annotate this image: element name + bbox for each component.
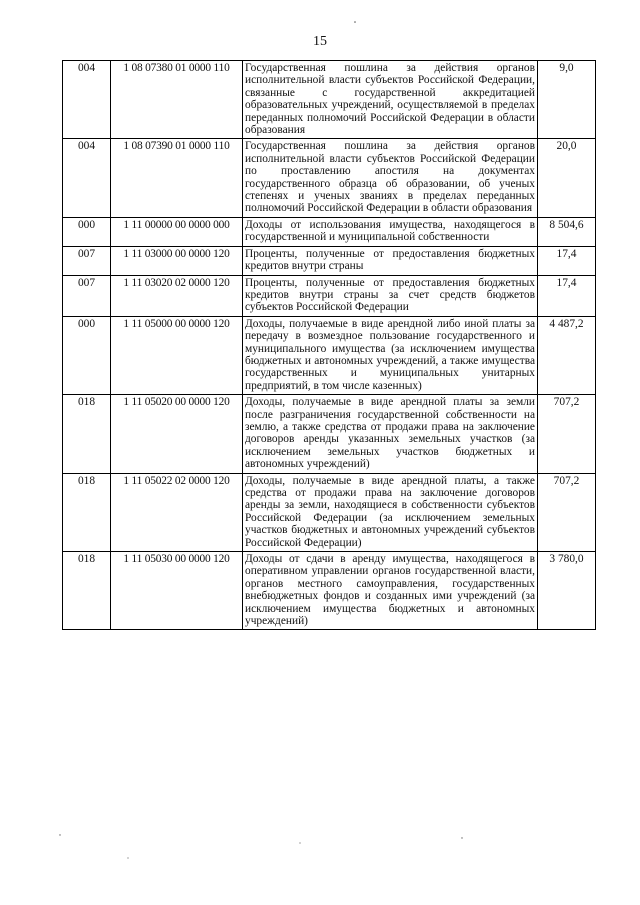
amount-cell: 20,0 bbox=[538, 139, 596, 217]
table-row bbox=[63, 395, 596, 473]
table-row bbox=[63, 217, 596, 246]
amount-cell: 9,0 bbox=[538, 61, 596, 139]
budget-code-cell: 1 11 05000 00 0000 120 bbox=[111, 316, 243, 394]
table-row bbox=[63, 316, 596, 394]
admin-code-cell: 004 bbox=[63, 61, 111, 139]
revenue-name-cell: Государственная пошлина за действия органов исполнительной власти субъектов Российской Федерации по проставлению апостиля на документах государственного образца об образовании, об ученых степенях и ученых званиях в пределах переданных полномочий Российской Федерации в области образования bbox=[243, 139, 538, 217]
table-row bbox=[63, 139, 596, 217]
admin-code-cell: 018 bbox=[63, 552, 111, 630]
amount-cell: 707,2 bbox=[538, 473, 596, 551]
amount-cell: 17,4 bbox=[538, 275, 596, 316]
budget-code-cell: 1 08 07390 01 0000 110 bbox=[111, 139, 243, 217]
revenue-name-cell: Доходы от использования имущества, находящегося в государственной и муниципальной собственности bbox=[243, 217, 538, 246]
admin-code-cell: 007 bbox=[63, 246, 111, 275]
admin-code-cell: 000 bbox=[63, 316, 111, 394]
table-row bbox=[63, 552, 596, 630]
revenue-name-cell: Доходы, получаемые в виде арендной платы, а также средства от продажи права на заключение договоров аренды за земли, находящиеся в собственности субъектов Российской Федерации (за исключением земельных участков бюджетных и автономных учреждений субъектов Российской Федерации) bbox=[243, 473, 538, 551]
budget-code-cell: 1 11 00000 00 0000 000 bbox=[111, 217, 243, 246]
budget-code-cell: 1 11 05022 02 0000 120 bbox=[111, 473, 243, 551]
amount-cell: 4 487,2 bbox=[538, 316, 596, 394]
budget-code-cell: 1 11 05030 00 0000 120 bbox=[111, 552, 243, 630]
revenue-table-body bbox=[63, 61, 596, 630]
page-number: 15 bbox=[313, 34, 327, 49]
budget-code-cell: 1 08 07380 01 0000 110 bbox=[111, 61, 243, 139]
admin-code-cell: 018 bbox=[63, 395, 111, 473]
revenue-name-cell: Доходы от сдачи в аренду имущества, находящегося в оперативном управлении органов государственной власти, органов местного самоуправления, государственных внебюджетных фондов и созданных ими учреждений (за исключением имущества бюджетных и автономных учреждений) bbox=[243, 552, 538, 630]
admin-code-cell: 018 bbox=[63, 473, 111, 551]
admin-code-cell: 007 bbox=[63, 275, 111, 316]
budget-code-cell: 1 11 05020 00 0000 120 bbox=[111, 395, 243, 473]
revenue-name-cell: Государственная пошлина за действия органов исполнительной власти субъектов Российской Федерации, связанные с государственной аккредитацией образовательных учреждений, осуществляемой в пределах переданных полномочий Российской Федерации в области образования bbox=[243, 61, 538, 139]
amount-cell: 17,4 bbox=[538, 246, 596, 275]
revenue-name-cell: Проценты, полученные от предоставления бюджетных кредитов внутри страны за счет средств бюджетов субъектов Российской Федерации bbox=[243, 275, 538, 316]
amount-cell: 707,2 bbox=[538, 395, 596, 473]
amount-cell: 8 504,6 bbox=[538, 217, 596, 246]
table-row bbox=[63, 473, 596, 551]
admin-code-cell: 000 bbox=[63, 217, 111, 246]
table-row bbox=[63, 275, 596, 316]
budget-code-cell: 1 11 03020 02 0000 120 bbox=[111, 275, 243, 316]
budget-code-cell: 1 11 03000 00 0000 120 bbox=[111, 246, 243, 275]
revenue-name-cell: Проценты, полученные от предоставления бюджетных кредитов внутри страны bbox=[243, 246, 538, 275]
revenue-name-cell: Доходы, получаемые в виде арендной либо иной платы за передачу в возмездное пользование государственного и муниципального имущества (за исключением имущества бюджетных и автономных учреждений, а также имущества государственных и муниципальных унитарных предприятий, в том числе казенных) bbox=[243, 316, 538, 394]
admin-code-cell: 004 bbox=[63, 139, 111, 217]
amount-cell: 3 780,0 bbox=[538, 552, 596, 630]
revenue-table bbox=[62, 60, 596, 630]
table-row bbox=[63, 246, 596, 275]
revenue-name-cell: Доходы, получаемые в виде арендной платы за земли после разграничения государственной собственности на землю, а также средства от продажи права на заключение договоров аренды указанных земельных участков (за исключением земельных участков бюджетных и автономных учреждений) bbox=[243, 395, 538, 473]
table-row bbox=[63, 61, 596, 139]
